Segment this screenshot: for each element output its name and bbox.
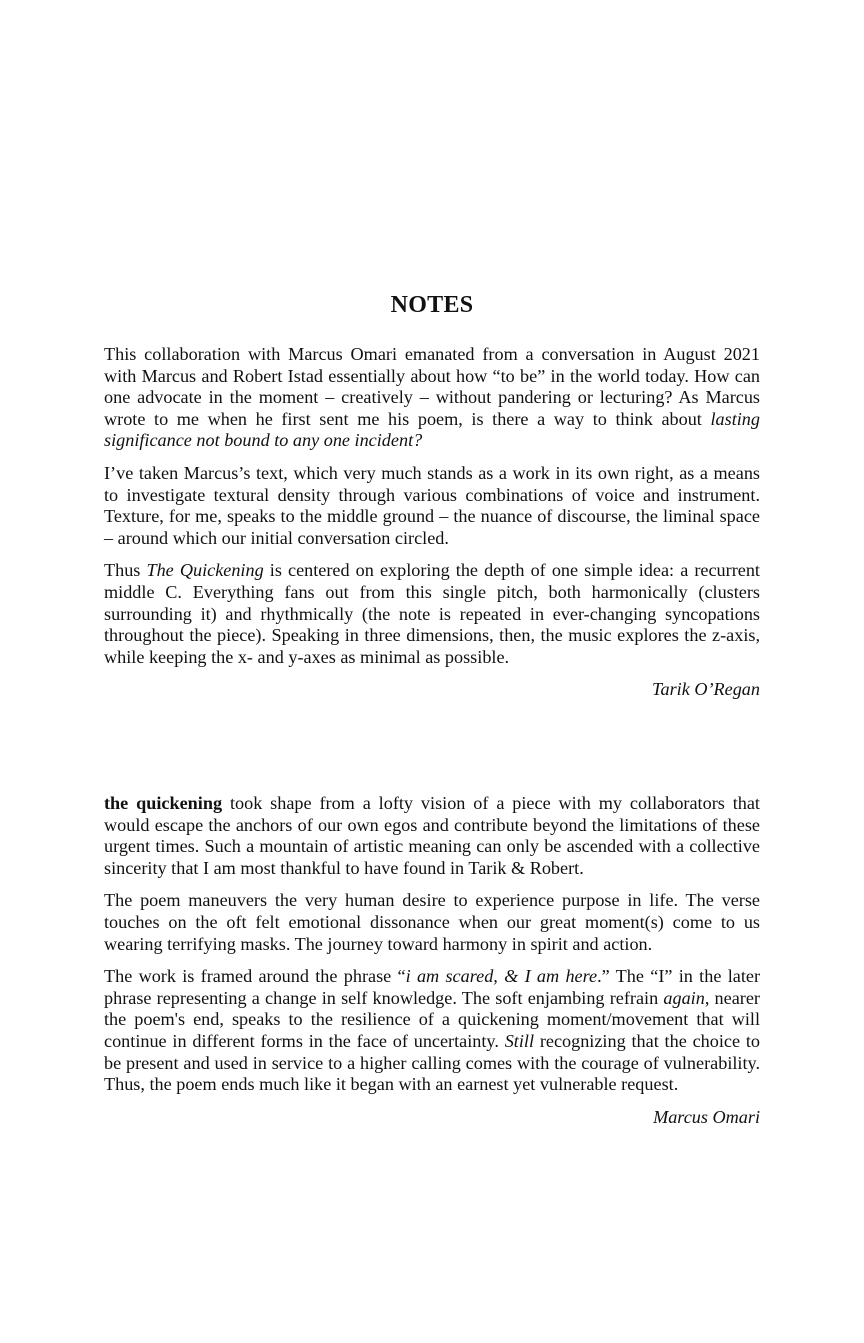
composer-signature: Tarik O’Regan <box>652 679 760 700</box>
poet-paragraph-3-e: , nearer the poem's end, speaks to the resilience of a quickening moment/movement that will continue in different forms in the face of uncertainty. <box>104 987 760 1051</box>
composer-paragraph-1-italic: lasting significance not bound to any one incident? <box>104 408 760 451</box>
poet-paragraph-1 <box>104 793 760 879</box>
poet-paragraph-2: The poem maneuvers the very human desire to experience purpose in life. The verse touches on the oft felt emotional dissonance when our great moment(s) come to us wearing terrifying masks. The journey toward harmony in spirit and action. <box>104 890 760 954</box>
composer-notes-section <box>104 344 760 701</box>
poet-paragraph-1-text: took shape from a lofty vision of a piece with my collaborators that would escape the anchors of our own egos and contribute beyond the limitations of these urgent times. Such a mountain of artistic meaning can only be ascended with a collective sincerity that I am most thankful to have found in Tarik & Robert. <box>104 793 760 878</box>
poet-paragraph-3-again-italic: again <box>663 987 705 1008</box>
poet-notes-section <box>104 793 760 1128</box>
work-title-italic: The Quickening <box>146 560 264 581</box>
poet-paragraph-3-c: .” The “I” in the later phrase representing a change in self knowledge. The soft enjambing refrain <box>104 966 761 1008</box>
composer-paragraph-1 <box>104 344 760 452</box>
poet-paragraph-3-still-italic: Still <box>504 1030 535 1051</box>
composer-paragraph-3-post: is centered on exploring the depth of one simple idea: a recurrent middle C. Everything fans out from this single pitch, both harmonically (clusters surrounding it) and rhythmically (the note is repeated in ever-changing syncopations throughout the piece). Speaking in three dimensions, then, the music explores the z-axis, while keeping the x- and y-axes as minimal as possible. <box>104 560 760 667</box>
composer-paragraph-2: I’ve taken Marcus’s text, which very much stands as a work in its own right, as a means to investigate textural density through various combinations of voice and instrument. Texture, for me, speaks to the middle ground – the nuance of discourse, the liminal space – around which our initial conversation circled. <box>104 462 760 548</box>
poet-signature: Marcus Omari <box>653 1106 760 1127</box>
composer-paragraph-1-text: This collaboration with Marcus Omari emanated from a conversation in August 2021 with Marcus and Robert Istad essentially about how “to be” in the world today. How can one advocate in the moment – creatively – without pandering or lecturing? As Marcus wrote to me when he first sent me his poem, is there a way to think about <box>104 344 760 429</box>
poet-paragraph-3-phrase-italic: i am scared, & I am here <box>405 966 598 987</box>
page-title: NOTES <box>390 292 474 318</box>
poem-title-bold: the quickening <box>104 793 223 813</box>
poet-paragraph-3-g: recognizing that the choice to be present and used in service to a higher calling comes with the courage of vulnerability. Thus, the poem ends much like it began with an earnest yet vulnerable request. <box>104 1030 760 1095</box>
poet-paragraph-3 <box>104 966 760 1096</box>
composer-paragraph-3-pre: Thus <box>104 560 147 581</box>
composer-paragraph-3 <box>104 560 760 668</box>
poet-paragraph-3-a: The work is framed around the phrase “ <box>104 966 406 987</box>
